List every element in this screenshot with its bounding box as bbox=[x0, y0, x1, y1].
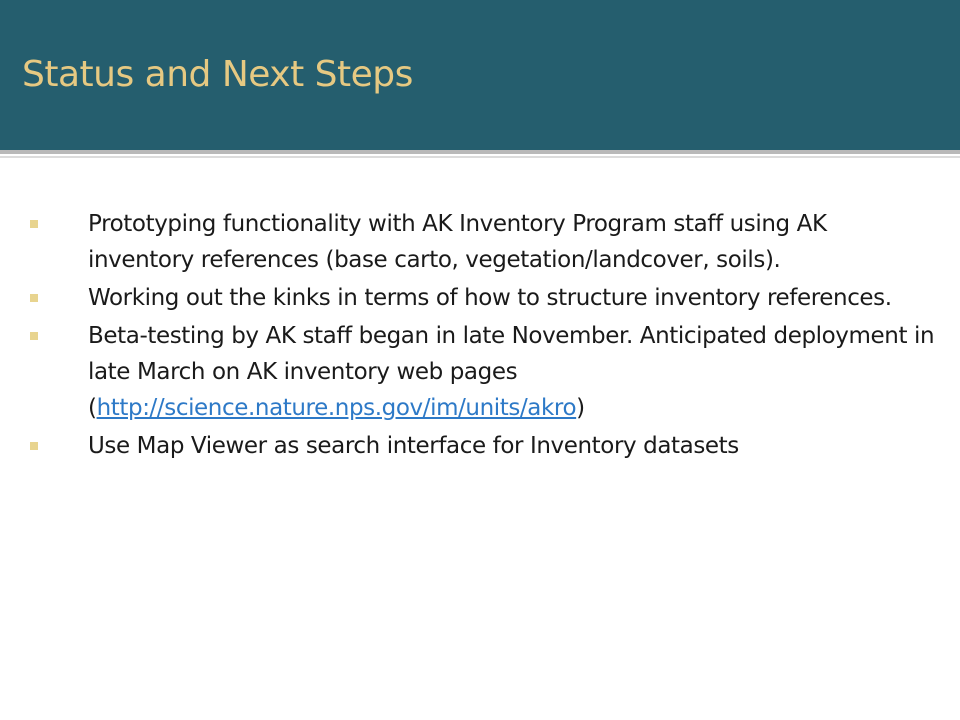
slide-title: Status and Next Steps bbox=[22, 54, 413, 95]
bullet-text: Use Map Viewer as search interface for Inventory datasets bbox=[88, 433, 739, 459]
bullet-text: Prototyping functionality with AK Inventory Program staff using AK inventory references (base carto, vegetation/landcover, soils). bbox=[88, 211, 827, 273]
square-bullet-icon bbox=[30, 442, 38, 450]
bullet-item-prototyping bbox=[0, 206, 960, 278]
bullet-item-kinks bbox=[0, 280, 960, 316]
title-bar bbox=[0, 0, 960, 150]
square-bullet-icon bbox=[30, 332, 38, 340]
bullet-text: Beta-testing by AK staff began in late November. Anticipated deployment in late March on AK inventory web pages ( bbox=[88, 323, 935, 421]
bullet-text-closing: ) bbox=[576, 395, 585, 421]
square-bullet-icon bbox=[30, 220, 38, 228]
akro-link[interactable]: http://science.nature.nps.gov/im/units/akro bbox=[96, 395, 577, 421]
title-divider-thin bbox=[0, 156, 960, 158]
bullet-item-map-viewer bbox=[0, 428, 960, 464]
title-divider bbox=[0, 150, 960, 154]
bullet-item-beta-testing bbox=[0, 318, 960, 426]
square-bullet-icon bbox=[30, 294, 38, 302]
bullet-list bbox=[0, 206, 960, 466]
bullet-text: Working out the kinks in terms of how to structure inventory references. bbox=[88, 285, 892, 311]
